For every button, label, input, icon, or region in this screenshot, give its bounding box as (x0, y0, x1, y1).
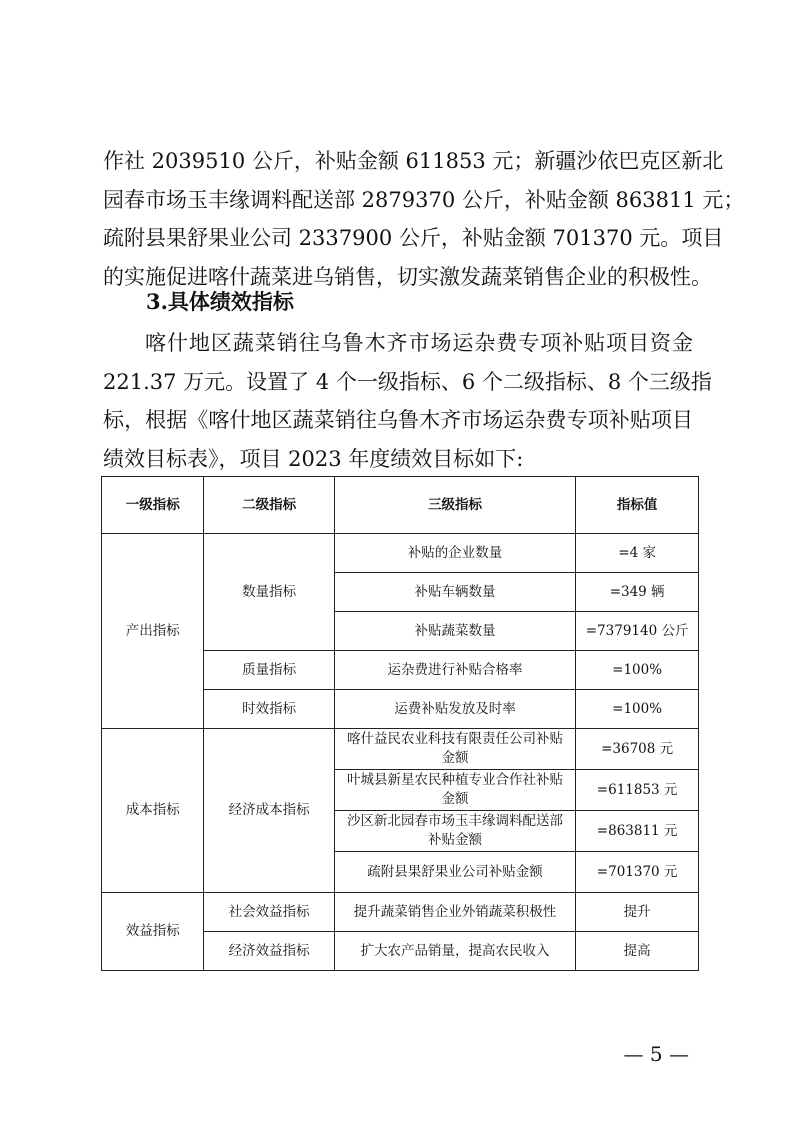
value-cell: =349 辆 (576, 573, 699, 612)
level2-quantity: 数量指标 (204, 534, 334, 651)
intro-line: 疏附县果舒果业公司 2337900 公斤，补贴金额 701370 元。项目 (103, 226, 724, 250)
level1-cost: 成本指标 (102, 729, 204, 893)
indicator-cell: 运费补贴发放及时率 (334, 690, 576, 729)
value-cell: =100% (576, 651, 699, 690)
section-heading: 3.具体绩效指标 (146, 289, 294, 314)
value-cell: 提高 (576, 932, 699, 971)
intro-line: 园春市场玉丰缘调料配送部 2879370 公斤，补贴金额 863811 元； (103, 187, 745, 212)
header-level2: 二级指标 (204, 477, 334, 534)
indicator-cell: 提升蔬菜销售企业外销蔬菜积极性 (334, 893, 576, 932)
value-cell: =701370 元 (576, 852, 699, 893)
table-row (102, 893, 699, 932)
body-paragraph (103, 324, 712, 478)
indicator-cell: 扩大农产品销量，提高农民收入 (334, 932, 576, 971)
value-cell: =611853 元 (576, 770, 699, 811)
indicator-cell: 运杂费进行补贴合格率 (334, 651, 576, 690)
value-cell: =100% (576, 690, 699, 729)
intro-line: 的实施促进喀什蔬菜进乌销售，切实激发蔬菜销售企业的积极性。 (103, 264, 712, 289)
value-cell: =863811 元 (576, 811, 699, 852)
performance-table (101, 476, 699, 971)
intro-line: 作社 2039510 公斤，补贴金额 611853 元；新疆沙依巴克区新北 (103, 149, 724, 173)
level2-social: 社会效益指标 (204, 893, 334, 932)
level2-economic: 经济效益指标 (204, 932, 334, 971)
value-cell: =4 家 (576, 534, 699, 573)
value-cell: =36708 元 (576, 729, 699, 770)
body-line: 绩效目标表》，项目 2023 年度绩效目标如下: (103, 446, 524, 471)
indicator-cell: 补贴蔬菜数量 (334, 612, 576, 651)
level1-benefit: 效益指标 (102, 893, 204, 971)
indicator-cell: 疏附县果舒果业公司补贴金额 (334, 852, 576, 893)
indicator-cell: 沙区新北园春市场玉丰缘调料配送部补贴金额 (334, 811, 576, 852)
indicator-cell: 叶城县新星农民种植专业合作社补贴金额 (334, 770, 576, 811)
indicator-cell: 补贴的企业数量 (334, 534, 576, 573)
table-row (102, 534, 699, 573)
body-line: 标，根据《喀什地区蔬菜销往乌鲁木齐市场运杂费专项补贴项目 (103, 408, 693, 432)
level2-quality: 质量指标 (204, 651, 334, 690)
body-line: 喀什地区蔬菜销往乌鲁木齐市场运杂费专项补贴项目资金 (145, 331, 693, 355)
header-level3: 三级指标 (334, 477, 576, 534)
table-row (102, 729, 699, 770)
level2-econ-cost: 经济成本指标 (204, 729, 334, 893)
header-level1: 一级指标 (102, 477, 204, 534)
page-number: — 5 — (623, 1042, 689, 1066)
level2-timeliness: 时效指标 (204, 690, 334, 729)
intro-paragraph (103, 142, 745, 296)
indicator-cell: 喀什益民农业科技有限责任公司补贴金额 (334, 729, 576, 770)
indicator-cell: 补贴车辆数量 (334, 573, 576, 612)
body-line: 221.37 万元。设置了 4 个一级指标、6 个二级指标、8 个三级指 (103, 369, 712, 394)
value-cell: =7379140 公斤 (576, 612, 699, 651)
value-cell: 提升 (576, 893, 699, 932)
header-value: 指标值 (576, 477, 699, 534)
level1-output: 产出指标 (102, 534, 204, 729)
table-header-row (102, 477, 699, 534)
